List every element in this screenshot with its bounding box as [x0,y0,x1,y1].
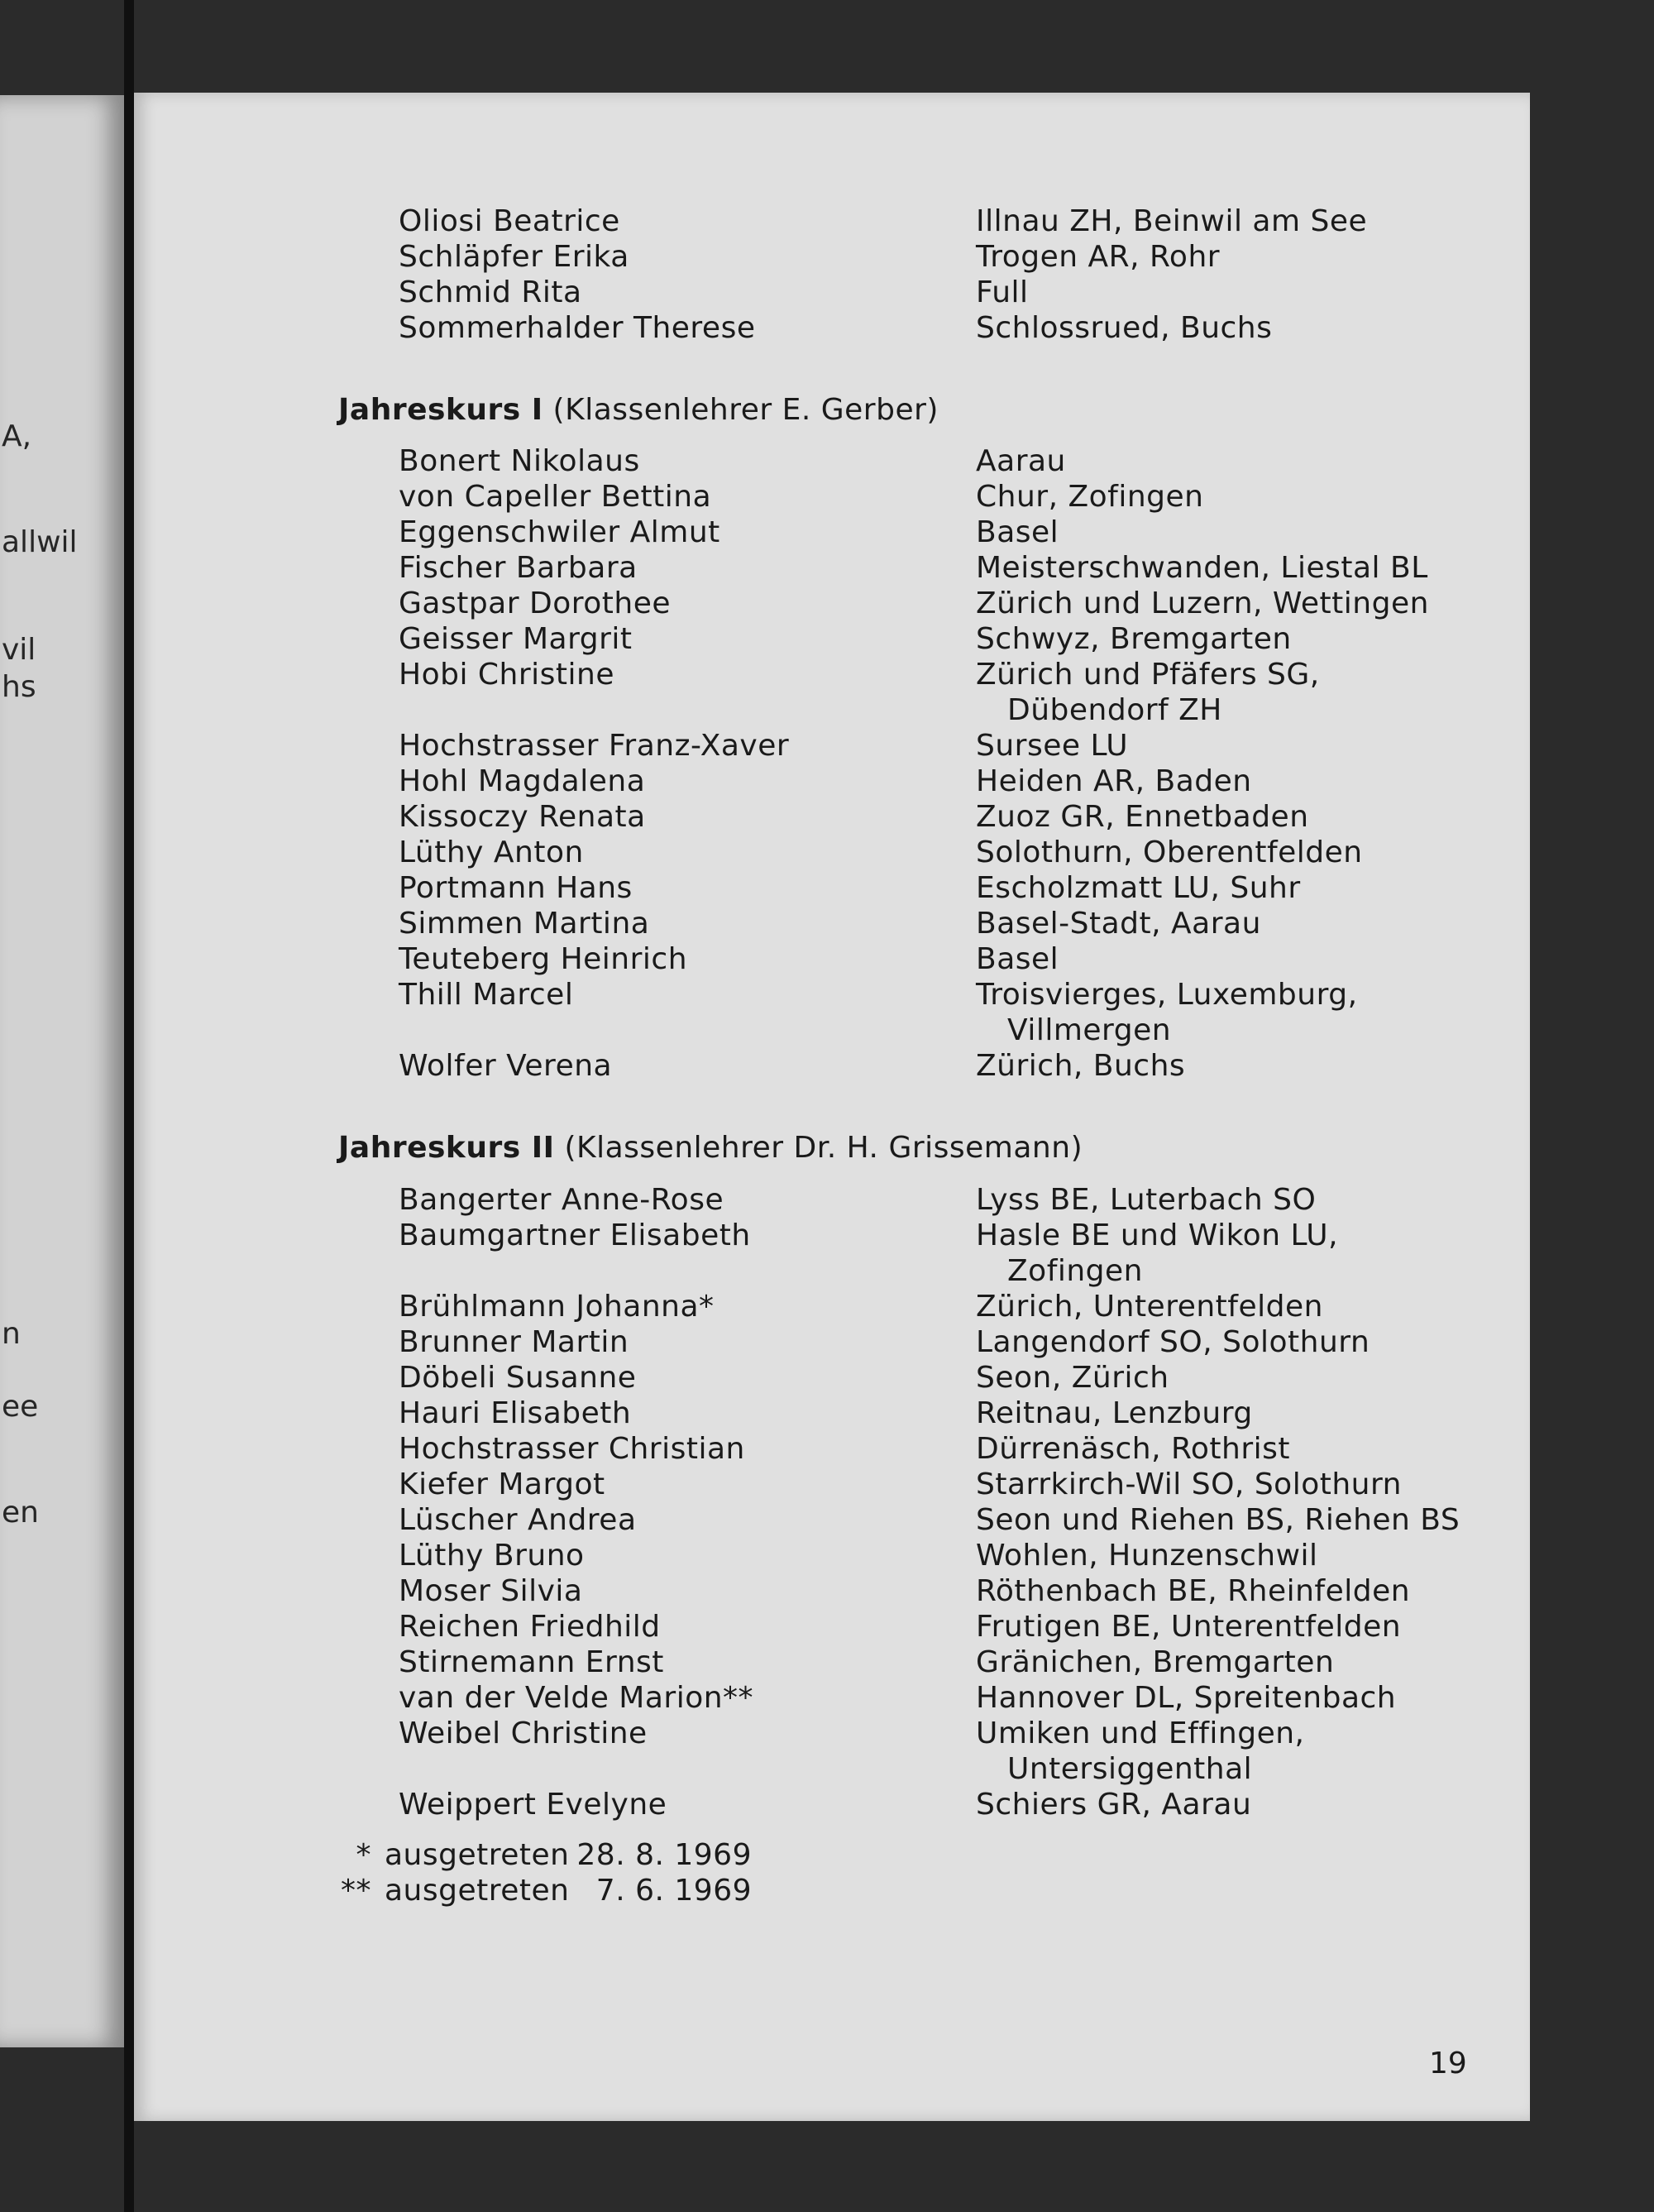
section-teacher: (Klassenlehrer Dr. H. Grissemann) [564,1131,1083,1165]
entry-name: Kissoczy Renata [399,800,646,834]
entry-place: Wohlen, Hunzenschwil [976,1539,1318,1573]
section-heading [338,1131,1083,1165]
entry-place-continued: Untersiggenthal [1007,1752,1253,1786]
entry-place: Schwyz, Bremgarten [976,622,1292,656]
entry-name: Baumgartner Elisabeth [399,1219,751,1252]
left-page-fragment: allwil [2,525,78,559]
entry-name: Hohl Magdalena [399,764,646,798]
footnote-date: 7. 6. 1969 [595,1874,752,1908]
entry-place-continued: Villmergen [1007,1013,1172,1047]
entry-place: Langendorf SO, Solothurn [976,1325,1370,1359]
entry-place: Schiers GR, Aarau [976,1788,1252,1822]
section-teacher: (Klassenlehrer E. Gerber) [552,393,939,427]
entry-place: Zuoz GR, Ennetbaden [976,800,1309,834]
left-page-fragment: A, [2,419,32,453]
entry-name: Reichen Friedhild [399,1610,661,1644]
entry-place: Starrkirch-Wil SO, Solothurn [976,1467,1402,1501]
entry-name: Hauri Elisabeth [399,1396,632,1430]
footnote-text: ausgetreten [385,1874,570,1908]
entry-name: Weibel Christine [399,1716,648,1750]
entry-place: Full [976,275,1029,309]
entry-name: Fischer Barbara [399,551,638,585]
left-page-fragment: en [2,1496,39,1530]
document-page [134,93,1530,2121]
entry-place: Lyss BE, Luterbach SO [976,1183,1317,1217]
entry-name: Brühlmann Johanna* [399,1290,715,1324]
entry-place: Solothurn, Oberentfelden [976,835,1363,869]
entry-name: Weippert Evelyne [399,1788,667,1822]
entry-name: Lüthy Bruno [399,1539,585,1573]
entry-name: Bonert Nikolaus [399,444,640,478]
entry-name: van der Velde Marion** [399,1681,754,1715]
entry-name: Gastpar Dorothee [399,587,671,620]
entry-place: Troisvierges, Luxemburg, [976,978,1358,1012]
entry-place: Röthenbach BE, Rheinfelden [976,1574,1411,1608]
entry-name: Portmann Hans [399,871,633,905]
entry-name: Hochstrasser Christian [399,1432,745,1466]
entry-place: Escholzmatt LU, Suhr [976,871,1301,905]
entry-place: Basel [976,515,1059,549]
entry-place: Sursee LU [976,729,1129,763]
entry-name: Teuteberg Heinrich [399,942,688,976]
entry-place: Trogen AR, Rohr [976,240,1221,274]
entry-place-continued: Zofingen [1007,1254,1143,1288]
entry-place: Illnau ZH, Beinwil am See [976,204,1368,238]
left-page-fragment: hs [2,670,36,704]
footnote-mark: * [356,1838,371,1872]
entry-name: Oliosi Beatrice [399,204,620,238]
entry-name: Moser Silvia [399,1574,583,1608]
entry-name: von Capeller Bettina [399,480,712,514]
entry-name: Eggenschwiler Almut [399,515,720,549]
entry-name: Simmen Martina [399,907,650,941]
entry-name: Lüscher Andrea [399,1503,637,1537]
entry-place: Reitnau, Lenzburg [976,1396,1253,1430]
left-page-fragment: vil [2,633,36,667]
book-spine [124,0,134,2212]
footnote-date: 28. 8. 1969 [576,1838,752,1872]
entry-name: Lüthy Anton [399,835,584,869]
entry-place: Zürich und Luzern, Wettingen [976,587,1429,620]
page-number: 19 [1429,2047,1467,2080]
entry-name: Geisser Margrit [399,622,633,656]
footnote-text: ausgetreten [385,1838,570,1872]
entry-place: Hasle BE und Wikon LU, [976,1219,1339,1252]
entry-name: Stirnemann Ernst [399,1645,664,1679]
entry-place: Basel [976,942,1059,976]
left-page-edge [0,95,124,2047]
entry-name: Hochstrasser Franz-Xaver [399,729,790,763]
entry-place: Heiden AR, Baden [976,764,1252,798]
entry-place: Zürich und Pfäfers SG, [976,658,1320,692]
entry-name: Bangerter Anne-Rose [399,1183,724,1217]
footnote-mark: ** [341,1874,371,1908]
entry-name: Kiefer Margot [399,1467,605,1501]
section-heading [338,393,939,427]
entry-name: Thill Marcel [399,978,574,1012]
entry-place: Seon, Zürich [976,1361,1169,1395]
entry-place: Schlossrued, Buchs [976,311,1273,345]
entry-place: Umiken und Effingen, [976,1716,1305,1750]
left-page-fragment: n [2,1317,21,1351]
entry-place: Chur, Zofingen [976,480,1204,514]
entry-place: Seon und Riehen BS, Riehen BS [976,1503,1460,1537]
entry-name: Sommerhalder Therese [399,311,756,345]
section-title: Jahreskurs II [338,1131,555,1165]
entry-place: Meisterschwanden, Liestal BL [976,551,1428,585]
entry-name: Brunner Martin [399,1325,629,1359]
entry-name: Wolfer Verena [399,1049,613,1083]
section-title: Jahreskurs I [338,393,543,427]
entry-place: Zürich, Buchs [976,1049,1186,1083]
entry-place-continued: Dübendorf ZH [1007,693,1222,727]
left-page-fragment: ee [2,1390,39,1424]
entry-place: Dürrenäsch, Rothrist [976,1432,1291,1466]
entry-place: Hannover DL, Spreitenbach [976,1681,1397,1715]
entry-place: Gränichen, Bremgarten [976,1645,1335,1679]
entry-name: Schläpfer Erika [399,240,629,274]
entry-name: Schmid Rita [399,275,582,309]
entry-place: Frutigen BE, Unterentfelden [976,1610,1402,1644]
entry-name: Döbeli Susanne [399,1361,637,1395]
entry-place: Zürich, Unterentfelden [976,1290,1323,1324]
entry-place: Basel-Stadt, Aarau [976,907,1261,941]
entry-name: Hobi Christine [399,658,614,692]
entry-place: Aarau [976,444,1066,478]
